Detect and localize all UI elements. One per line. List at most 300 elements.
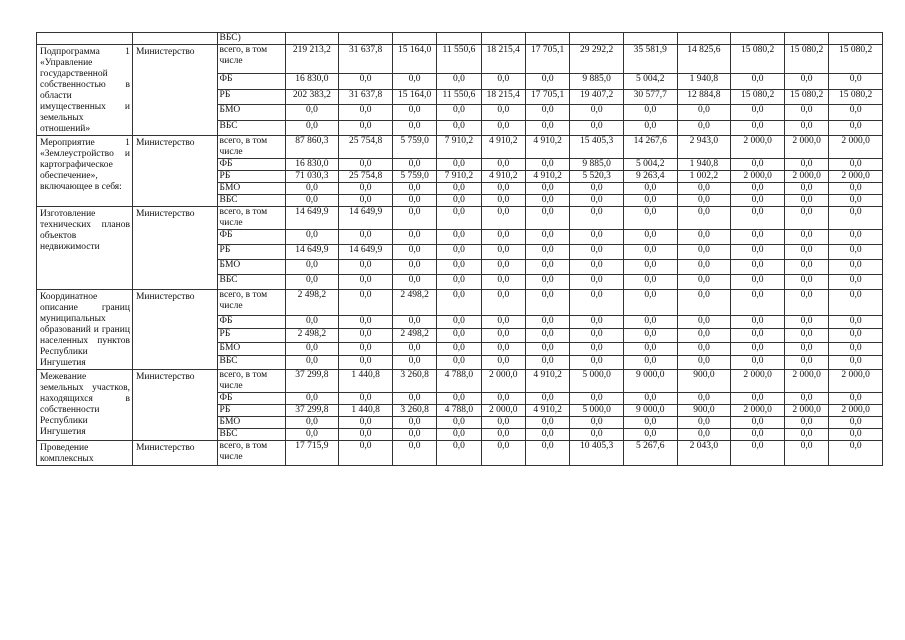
total-amount-cell: 71 030,3: [285, 171, 339, 183]
year-amount-cell: 4 910,2: [481, 136, 525, 159]
year-amount-cell: 0,0: [392, 183, 436, 195]
year-amount-cell: 0,0: [481, 159, 525, 171]
year-amount-cell: 0,0: [677, 275, 731, 290]
funding-source-cell: РБ: [217, 405, 285, 417]
year-amount-cell: 7 910,2: [437, 171, 481, 183]
year-amount-cell: 25 754,8: [339, 136, 393, 159]
year-amount-cell: 0,0: [570, 260, 624, 275]
year-amount-cell: 0,0: [829, 315, 883, 329]
year-amount-cell: 0,0: [677, 290, 731, 316]
year-amount-cell: 0,0: [731, 356, 785, 370]
funding-source-cell: всего, в том числе: [217, 136, 285, 159]
year-amount-cell: 0,0: [677, 260, 731, 275]
year-amount-cell: 0,0: [437, 356, 481, 370]
year-amount-cell: 0,0: [570, 275, 624, 290]
year-amount-cell: 0,0: [392, 441, 436, 466]
year-amount-cell: 0,0: [570, 207, 624, 230]
year-amount-cell: 2 000,0: [829, 370, 883, 393]
year-amount-cell: 0,0: [623, 207, 677, 230]
year-amount-cell: 0,0: [731, 159, 785, 171]
year-amount-cell: 3 260,8: [392, 405, 436, 417]
year-amount-cell: 0,0: [570, 195, 624, 207]
total-amount-cell: 0,0: [285, 393, 339, 405]
total-amount-cell: 2 498,2: [285, 329, 339, 343]
year-amount-cell: 15 080,2: [829, 45, 883, 74]
year-amount-cell: 0,0: [525, 183, 569, 195]
year-amount-cell: 4 788,0: [437, 405, 481, 417]
year-amount-cell: 0,0: [677, 105, 731, 120]
year-amount-cell: 0,0: [392, 159, 436, 171]
year-amount-cell: 15 080,2: [784, 89, 828, 104]
year-amount-cell: 0,0: [437, 195, 481, 207]
year-amount-cell: 0,0: [437, 260, 481, 275]
year-amount-cell: 0,0: [525, 230, 569, 245]
year-amount-cell: 0,0: [570, 393, 624, 405]
year-amount-cell: 2 000,0: [829, 171, 883, 183]
total-amount-cell: 0,0: [285, 105, 339, 120]
funding-source-cell: РБ: [217, 89, 285, 104]
table-row-header-continuation: [37, 33, 883, 45]
year-amount-cell: 0,0: [623, 417, 677, 429]
year-amount-cell: 5 520,3: [570, 171, 624, 183]
year-amount-cell: 15 080,2: [784, 45, 828, 74]
year-amount-cell: 3 260,8: [392, 370, 436, 393]
year-amount-cell: 9 000,0: [623, 370, 677, 393]
year-amount-cell: 0,0: [677, 207, 731, 230]
year-amount-cell: 0,0: [525, 356, 569, 370]
year-amount-cell: 0,0: [623, 195, 677, 207]
year-amount-cell: 0,0: [481, 195, 525, 207]
year-amount-cell: 0,0: [623, 120, 677, 135]
year-amount-cell: 0,0: [570, 342, 624, 356]
year-amount-cell: 0,0: [829, 275, 883, 290]
year-amount-cell: 0,0: [731, 183, 785, 195]
year-amount-cell: 0,0: [481, 441, 525, 466]
year-amount-cell: 0,0: [570, 230, 624, 245]
year-amount-cell: 14 649,9: [339, 245, 393, 260]
year-amount-cell: 2 000,0: [731, 171, 785, 183]
total-amount-cell: 2 498,2: [285, 290, 339, 316]
table-row: [37, 441, 883, 466]
table-cell-empty: [339, 33, 393, 45]
year-amount-cell: 0,0: [392, 230, 436, 245]
year-amount-cell: 4 910,2: [525, 405, 569, 417]
table-row: [37, 45, 883, 74]
year-amount-cell: 0,0: [784, 329, 828, 343]
year-amount-cell: 17 705,1: [525, 89, 569, 104]
year-amount-cell: 0,0: [829, 245, 883, 260]
year-amount-cell: 15 164,0: [392, 89, 436, 104]
total-amount-cell: 0,0: [285, 315, 339, 329]
year-amount-cell: 18 215,4: [481, 89, 525, 104]
year-amount-cell: 0,0: [437, 315, 481, 329]
table-row: [37, 290, 883, 316]
year-amount-cell: 2 000,0: [481, 405, 525, 417]
total-amount-cell: 17 715,9: [285, 441, 339, 466]
year-amount-cell: 2 000,0: [784, 136, 828, 159]
year-amount-cell: 0,0: [481, 120, 525, 135]
year-amount-cell: 2 498,2: [392, 290, 436, 316]
year-amount-cell: 0,0: [623, 275, 677, 290]
year-amount-cell: 0,0: [392, 356, 436, 370]
year-amount-cell: 0,0: [437, 393, 481, 405]
funding-source-cell: БМО: [217, 260, 285, 275]
year-amount-cell: 0,0: [481, 429, 525, 441]
year-amount-cell: 5 004,2: [623, 159, 677, 171]
year-amount-cell: 2 043,0: [677, 441, 731, 466]
funding-source-cell: РБ: [217, 245, 285, 260]
year-amount-cell: 0,0: [623, 356, 677, 370]
year-amount-cell: 9 000,0: [623, 405, 677, 417]
funding-source-cell: ВБС: [217, 120, 285, 135]
year-amount-cell: 0,0: [623, 105, 677, 120]
year-amount-cell: 0,0: [525, 159, 569, 171]
table-cell-empty: [437, 33, 481, 45]
year-amount-cell: 0,0: [623, 342, 677, 356]
funding-source-cell: ФБ: [217, 74, 285, 89]
year-amount-cell: 0,0: [437, 183, 481, 195]
year-amount-cell: 14 825,6: [677, 45, 731, 74]
table-cell-empty: [392, 33, 436, 45]
year-amount-cell: 0,0: [525, 195, 569, 207]
year-amount-cell: 0,0: [677, 315, 731, 329]
responsible-executor-cell: Министерство: [132, 136, 217, 207]
year-amount-cell: 0,0: [481, 417, 525, 429]
year-amount-cell: 0,0: [570, 417, 624, 429]
year-amount-cell: 0,0: [677, 417, 731, 429]
year-amount-cell: 0,0: [829, 290, 883, 316]
table-cell-empty: [570, 33, 624, 45]
year-amount-cell: 0,0: [731, 315, 785, 329]
year-amount-cell: 0,0: [437, 329, 481, 343]
year-amount-cell: 1 940,8: [677, 74, 731, 89]
year-amount-cell: 31 637,8: [339, 45, 393, 74]
year-amount-cell: 29 292,2: [570, 45, 624, 74]
year-amount-cell: 0,0: [784, 159, 828, 171]
year-amount-cell: 0,0: [677, 342, 731, 356]
funding-source-cell: всего, в том числе: [217, 290, 285, 316]
year-amount-cell: 4 910,2: [525, 370, 569, 393]
year-amount-cell: 0,0: [784, 429, 828, 441]
year-amount-cell: 14 267,6: [623, 136, 677, 159]
year-amount-cell: 0,0: [570, 120, 624, 135]
year-amount-cell: 0,0: [570, 429, 624, 441]
year-amount-cell: 0,0: [339, 290, 393, 316]
year-amount-cell: 0,0: [784, 315, 828, 329]
year-amount-cell: 15 405,3: [570, 136, 624, 159]
year-amount-cell: 0,0: [731, 195, 785, 207]
year-amount-cell: 5 004,2: [623, 74, 677, 89]
year-amount-cell: 0,0: [829, 260, 883, 275]
responsible-executor-cell: Министерство: [132, 207, 217, 290]
total-amount-cell: 14 649,9: [285, 207, 339, 230]
year-amount-cell: 0,0: [525, 105, 569, 120]
year-amount-cell: 0,0: [437, 74, 481, 89]
funding-source-cell: всего, в том числе: [217, 441, 285, 466]
year-amount-cell: 1 440,8: [339, 370, 393, 393]
year-amount-cell: 0,0: [784, 207, 828, 230]
year-amount-cell: 0,0: [481, 290, 525, 316]
year-amount-cell: 0,0: [570, 356, 624, 370]
funding-source-cell: ФБ: [217, 159, 285, 171]
year-amount-cell: 0,0: [784, 120, 828, 135]
year-amount-cell: 0,0: [784, 195, 828, 207]
year-amount-cell: 0,0: [525, 245, 569, 260]
year-amount-cell: 0,0: [731, 74, 785, 89]
year-amount-cell: 0,0: [731, 417, 785, 429]
table-cell-empty: [784, 33, 828, 45]
responsible-executor-cell: Министерство: [132, 441, 217, 466]
year-amount-cell: 0,0: [784, 230, 828, 245]
year-amount-cell: 0,0: [829, 230, 883, 245]
year-amount-cell: 0,0: [392, 74, 436, 89]
year-amount-cell: 0,0: [339, 329, 393, 343]
year-amount-cell: 0,0: [525, 329, 569, 343]
year-amount-cell: 0,0: [525, 120, 569, 135]
year-amount-cell: 1 940,8: [677, 159, 731, 171]
year-amount-cell: 2 000,0: [784, 405, 828, 417]
year-amount-cell: 0,0: [525, 315, 569, 329]
year-amount-cell: 0,0: [731, 393, 785, 405]
year-amount-cell: 0,0: [570, 290, 624, 316]
year-amount-cell: 0,0: [784, 417, 828, 429]
funding-source-cell: ФБ: [217, 230, 285, 245]
total-amount-cell: 202 383,2: [285, 89, 339, 104]
year-amount-cell: 2 943,0: [677, 136, 731, 159]
year-amount-cell: 0,0: [437, 245, 481, 260]
responsible-executor-cell: Министерство: [132, 45, 217, 136]
year-amount-cell: 2 000,0: [829, 136, 883, 159]
year-amount-cell: 0,0: [339, 356, 393, 370]
year-amount-cell: 0,0: [339, 315, 393, 329]
year-amount-cell: 0,0: [731, 290, 785, 316]
year-amount-cell: 0,0: [623, 230, 677, 245]
year-amount-cell: 1 440,8: [339, 405, 393, 417]
year-amount-cell: 0,0: [525, 417, 569, 429]
year-amount-cell: 0,0: [437, 290, 481, 316]
year-amount-cell: 900,0: [677, 370, 731, 393]
table-row: [37, 207, 883, 230]
year-amount-cell: 0,0: [829, 105, 883, 120]
year-amount-cell: 0,0: [392, 342, 436, 356]
total-amount-cell: 0,0: [285, 429, 339, 441]
year-amount-cell: 2 000,0: [731, 136, 785, 159]
total-amount-cell: 0,0: [285, 230, 339, 245]
funding-source-cell: всего, в том числе: [217, 370, 285, 393]
funding-source-cell: ВБС): [217, 33, 285, 45]
year-amount-cell: 9 885,0: [570, 74, 624, 89]
funding-source-cell: ВБС: [217, 429, 285, 441]
funding-source-cell: всего, в том числе: [217, 207, 285, 230]
year-amount-cell: 0,0: [829, 120, 883, 135]
year-amount-cell: 0,0: [525, 342, 569, 356]
table-cell-empty: [37, 33, 133, 45]
year-amount-cell: 0,0: [339, 74, 393, 89]
year-amount-cell: 0,0: [570, 183, 624, 195]
year-amount-cell: 4 910,2: [481, 171, 525, 183]
year-amount-cell: 0,0: [829, 329, 883, 343]
year-amount-cell: 0,0: [829, 356, 883, 370]
year-amount-cell: 0,0: [437, 429, 481, 441]
year-amount-cell: 9 263,4: [623, 171, 677, 183]
year-amount-cell: 15 080,2: [731, 45, 785, 74]
funding-source-cell: РБ: [217, 329, 285, 343]
year-amount-cell: 0,0: [784, 356, 828, 370]
total-amount-cell: 0,0: [285, 342, 339, 356]
year-amount-cell: 2 498,2: [392, 329, 436, 343]
year-amount-cell: 0,0: [339, 230, 393, 245]
year-amount-cell: 0,0: [525, 290, 569, 316]
year-amount-cell: 0,0: [784, 441, 828, 466]
year-amount-cell: 12 884,8: [677, 89, 731, 104]
year-amount-cell: 0,0: [784, 245, 828, 260]
year-amount-cell: 0,0: [731, 441, 785, 466]
year-amount-cell: 0,0: [481, 183, 525, 195]
year-amount-cell: 5 267,6: [623, 441, 677, 466]
year-amount-cell: 0,0: [392, 120, 436, 135]
year-amount-cell: 2 000,0: [731, 370, 785, 393]
total-amount-cell: 0,0: [285, 260, 339, 275]
year-amount-cell: 0,0: [784, 342, 828, 356]
year-amount-cell: 0,0: [677, 183, 731, 195]
year-amount-cell: 0,0: [784, 290, 828, 316]
activity-name-cell: Проведение комплексных: [37, 441, 133, 466]
year-amount-cell: 0,0: [437, 417, 481, 429]
year-amount-cell: 18 215,4: [481, 45, 525, 74]
year-amount-cell: 0,0: [481, 74, 525, 89]
funding-source-cell: БМО: [217, 183, 285, 195]
year-amount-cell: 0,0: [829, 207, 883, 230]
year-amount-cell: 0,0: [437, 230, 481, 245]
table-row: [37, 136, 883, 159]
year-amount-cell: 0,0: [784, 275, 828, 290]
activity-name-cell: Межевание земельных участков, находящихся в собственности Республики Ингушетия: [37, 370, 133, 441]
year-amount-cell: 0,0: [339, 159, 393, 171]
activity-name-cell: Подпрограмма 1 «Управление государственной собственностью в области имущественных и земельных отношений»: [37, 45, 133, 136]
year-amount-cell: 0,0: [677, 393, 731, 405]
year-amount-cell: 35 581,9: [623, 45, 677, 74]
total-amount-cell: 0,0: [285, 120, 339, 135]
year-amount-cell: 0,0: [731, 120, 785, 135]
year-amount-cell: 0,0: [392, 275, 436, 290]
year-amount-cell: 0,0: [623, 329, 677, 343]
year-amount-cell: 0,0: [525, 275, 569, 290]
total-amount-cell: 87 860,3: [285, 136, 339, 159]
year-amount-cell: 19 407,2: [570, 89, 624, 104]
table-cell-empty: [677, 33, 731, 45]
activity-name-cell: Изготовление технических планов объектов недвижимости: [37, 207, 133, 290]
total-amount-cell: 16 830,0: [285, 159, 339, 171]
year-amount-cell: 11 550,6: [437, 89, 481, 104]
year-amount-cell: 0,0: [481, 230, 525, 245]
year-amount-cell: 4 910,2: [525, 171, 569, 183]
year-amount-cell: 0,0: [392, 207, 436, 230]
year-amount-cell: 0,0: [829, 183, 883, 195]
year-amount-cell: 0,0: [437, 342, 481, 356]
year-amount-cell: 0,0: [392, 260, 436, 275]
year-amount-cell: 0,0: [731, 342, 785, 356]
responsible-executor-cell: Министерство: [132, 370, 217, 441]
year-amount-cell: 0,0: [731, 207, 785, 230]
year-amount-cell: 2 000,0: [731, 405, 785, 417]
budget-table: [36, 32, 883, 466]
year-amount-cell: 0,0: [570, 105, 624, 120]
table-cell-empty: [285, 33, 339, 45]
year-amount-cell: 0,0: [339, 342, 393, 356]
year-amount-cell: 0,0: [677, 329, 731, 343]
year-amount-cell: 0,0: [677, 195, 731, 207]
year-amount-cell: 0,0: [525, 260, 569, 275]
total-amount-cell: 37 299,8: [285, 405, 339, 417]
year-amount-cell: 0,0: [339, 105, 393, 120]
funding-source-cell: БМО: [217, 105, 285, 120]
year-amount-cell: 4 788,0: [437, 370, 481, 393]
funding-source-cell: БМО: [217, 342, 285, 356]
year-amount-cell: 0,0: [392, 315, 436, 329]
year-amount-cell: 0,0: [829, 417, 883, 429]
year-amount-cell: 0,0: [525, 441, 569, 466]
year-amount-cell: 0,0: [437, 441, 481, 466]
activity-name-cell: Координатное описание границ муниципальных образований и границ населенных пунктов Республики Ингушетия: [37, 290, 133, 370]
year-amount-cell: 0,0: [339, 183, 393, 195]
year-amount-cell: 0,0: [677, 429, 731, 441]
table-cell-empty: [623, 33, 677, 45]
year-amount-cell: 0,0: [829, 393, 883, 405]
year-amount-cell: 0,0: [339, 441, 393, 466]
year-amount-cell: 0,0: [437, 105, 481, 120]
year-amount-cell: 0,0: [784, 260, 828, 275]
year-amount-cell: 0,0: [339, 275, 393, 290]
year-amount-cell: 900,0: [677, 405, 731, 417]
table-cell-empty: [481, 33, 525, 45]
year-amount-cell: 25 754,8: [339, 171, 393, 183]
year-amount-cell: 0,0: [525, 429, 569, 441]
year-amount-cell: 1 002,2: [677, 171, 731, 183]
year-amount-cell: 0,0: [731, 245, 785, 260]
year-amount-cell: 14 649,9: [339, 207, 393, 230]
year-amount-cell: 0,0: [677, 120, 731, 135]
year-amount-cell: 0,0: [481, 393, 525, 405]
year-amount-cell: 0,0: [623, 290, 677, 316]
year-amount-cell: 0,0: [437, 159, 481, 171]
year-amount-cell: 0,0: [570, 315, 624, 329]
year-amount-cell: 15 164,0: [392, 45, 436, 74]
year-amount-cell: 0,0: [437, 120, 481, 135]
year-amount-cell: 0,0: [392, 195, 436, 207]
year-amount-cell: 17 705,1: [525, 45, 569, 74]
table-cell-empty: [829, 33, 883, 45]
year-amount-cell: 0,0: [392, 429, 436, 441]
year-amount-cell: 0,0: [392, 393, 436, 405]
activity-name-cell: Мероприятие 1 «Землеустройство и картографическое обеспечение», включающее в себя:: [37, 136, 133, 207]
year-amount-cell: 5 000,0: [570, 405, 624, 417]
total-amount-cell: 0,0: [285, 183, 339, 195]
year-amount-cell: 0,0: [731, 260, 785, 275]
total-amount-cell: 0,0: [285, 275, 339, 290]
year-amount-cell: 0,0: [623, 245, 677, 260]
year-amount-cell: 2 000,0: [481, 370, 525, 393]
table-cell-empty: [132, 33, 217, 45]
year-amount-cell: 0,0: [525, 393, 569, 405]
table-row: [37, 370, 883, 393]
year-amount-cell: 0,0: [392, 105, 436, 120]
year-amount-cell: 0,0: [339, 417, 393, 429]
year-amount-cell: 0,0: [437, 207, 481, 230]
year-amount-cell: 0,0: [481, 315, 525, 329]
year-amount-cell: 0,0: [481, 245, 525, 260]
year-amount-cell: 0,0: [339, 260, 393, 275]
year-amount-cell: 4 910,2: [525, 136, 569, 159]
